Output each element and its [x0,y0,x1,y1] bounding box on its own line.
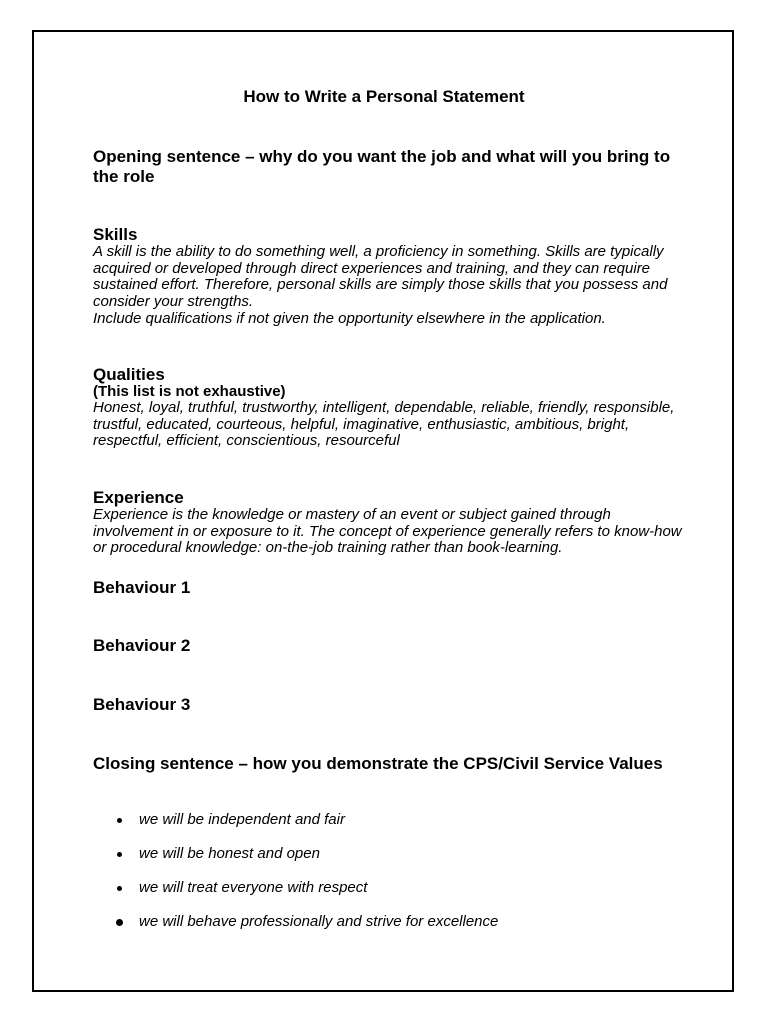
behaviour-3-heading: Behaviour 3 [93,695,191,714]
qualities-heading: Qualities [93,365,165,384]
list-item [93,844,683,878]
value-text: we will be independent and fair [139,811,345,828]
list-item [93,878,683,912]
document-title: How to Write a Personal Statement [243,87,525,106]
skills-heading: Skills [93,225,138,244]
skills-note: Include qualifications if not given the opportunity elsewhere in the application. [93,310,606,327]
qualities-subheading: (This list is not exhaustive) [93,383,286,400]
value-text: we will treat everyone with respect [139,879,368,896]
bullet-icon [117,818,122,823]
behaviour-1-heading: Behaviour 1 [93,578,191,597]
value-text: we will behave professionally and strive for excellence [139,913,499,930]
bullet-icon [117,886,122,891]
experience-heading: Experience [93,488,184,507]
qualities-body: Honest, loyal, truthful, trustworthy, intelligent, dependable, reliable, friendly, responsible, trustful, educated, courteous, helpful, imaginative, enthusiastic, ambitious, bright, respectful, efficient, conscientious, resourceful [93,399,675,450]
value-text: we will be honest and open [139,845,320,862]
bullet-icon [116,919,123,926]
list-item [93,912,683,946]
values-list [93,810,683,946]
closing-heading: Closing sentence – how you demonstrate the CPS/Civil Service Values [93,754,663,773]
skills-body: A skill is the ability to do something well, a proficiency in something. Skills are typically acquired or developed through direct experiences and training, and they can require sustained effort. Therefore, personal skills are simply those skills that you possess and consider your strengths. [93,243,668,311]
behaviour-2-heading: Behaviour 2 [93,636,191,655]
opening-heading: Opening sentence – why do you want the job and what will you bring to the role [93,147,671,186]
bullet-icon [117,852,122,857]
list-item [93,810,683,844]
experience-body: Experience is the knowledge or mastery of an event or subject gained through involvement in or exposure to it. The concept of experience generally refers to know-how or procedural knowledge: on-the-job training rather than book-learning. [93,506,682,557]
